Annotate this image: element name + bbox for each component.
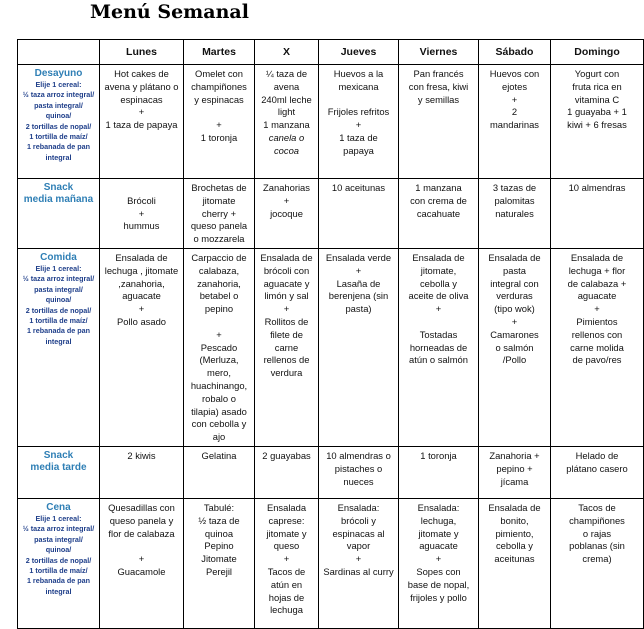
menu-item-line: 1 taza de papaya: [105, 119, 178, 131]
menu-item-line: Zanahoria +: [489, 449, 540, 461]
menu-item-line: lechuga + flor: [568, 264, 626, 276]
menu-item-line: avena y plátano o: [104, 80, 179, 92]
menu-item-line: Tacos de: [578, 501, 616, 513]
menu-item-line: Sardinas al curry: [323, 565, 394, 577]
menu-item-line: y semillas: [417, 93, 460, 105]
menu-cell: [479, 248, 551, 446]
cereal-note-line: 2 tortillas de nopal/: [25, 121, 92, 131]
menu-item-line: de calabaza +: [567, 277, 627, 289]
cereal-note-line: 1 rebanada de pan integral: [26, 326, 91, 346]
menu-item-line: queso: [273, 540, 300, 552]
menu-cell: [255, 248, 319, 446]
menu-item-line: cebolla y: [419, 277, 457, 289]
menu-item-line: Ensalada: [266, 501, 307, 513]
menu-item-line: ½ taza de: [198, 514, 240, 526]
menu-cell: [319, 498, 399, 628]
menu-item-line: robalo o: [202, 392, 236, 404]
menu-item-line: jícama: [500, 475, 529, 487]
menu-cell: [255, 446, 319, 498]
menu-item-line: +: [138, 553, 145, 565]
menu-item-line: +: [355, 553, 362, 565]
menu-cell: [551, 248, 644, 446]
menu-item-line: Ensalada:: [417, 501, 460, 513]
menu-item-line: avena: [273, 80, 300, 92]
cereal-note-line: quinoa/: [45, 545, 72, 555]
menu-item-line: vitamina C: [574, 93, 620, 105]
menu-item-line: Ensalada de: [570, 251, 624, 263]
menu-item-line: lechuga,: [420, 514, 457, 526]
menu-item-line: Brócoli: [127, 194, 156, 206]
menu-cell: [479, 179, 551, 249]
menu-item-line: atún en: [270, 578, 303, 590]
menu-cell: [399, 498, 479, 628]
menu-item-line: Carpaccio de: [191, 251, 247, 263]
menu-item-line: Ensalada de: [488, 501, 541, 513]
meal-name: Desayuno: [34, 68, 83, 79]
menu-item-line: quinoa: [204, 527, 234, 539]
menu-cell: [319, 65, 399, 179]
menu-item-line: carne: [274, 341, 299, 353]
menu-item-line: +: [283, 194, 290, 206]
menu-item-line: plátano casero: [566, 462, 628, 474]
menu-item-line: Yogurt con: [574, 68, 620, 79]
menu-item-line: mandarinas: [490, 119, 539, 131]
menu-item-line: flor de calabaza: [108, 527, 175, 539]
menu-cell: [255, 65, 319, 179]
menu-item-line: verdura: [270, 367, 303, 379]
menu-item-line: Ensalada:: [337, 501, 380, 513]
menu-item-line: cebolla y: [495, 540, 533, 552]
meal-name: Comida: [40, 251, 77, 263]
menu-item-line: Ensalada de: [260, 251, 313, 263]
menu-item-line: champiñones: [191, 80, 247, 92]
day-header: X: [255, 40, 319, 65]
menu-cell: [399, 65, 479, 179]
menu-item-line: cacahuate: [416, 207, 461, 219]
meal-row-comida: [18, 248, 644, 446]
menu-cell: [184, 248, 255, 446]
menu-item-line: espinacas: [120, 93, 163, 105]
menu-item-line: zanahoria,: [197, 277, 241, 289]
menu-cell: [100, 498, 184, 628]
menu-item-line: brócoli y: [341, 514, 376, 526]
page-title: Menú Semanal: [90, 1, 249, 23]
menu-item-line: 10 aceitunas: [331, 182, 386, 193]
menu-item-line: (Merluza,: [199, 354, 239, 366]
menu-item-line: +: [594, 303, 600, 315]
blank-line: [320, 94, 397, 107]
cereal-note-line: ½ taza arroz integral/: [22, 524, 95, 534]
cereal-note-line: 1 tortilla de maíz/: [29, 132, 88, 142]
menu-item-line: +: [138, 303, 145, 315]
menu-item-line: ¼ taza de: [265, 68, 308, 79]
menu-item-line: o rajas: [582, 527, 612, 539]
corner-cell: [18, 40, 100, 65]
menu-item-line: 1 manzana: [263, 119, 310, 131]
menu-item-line: +: [138, 207, 145, 219]
weekly-menu-table: [17, 39, 644, 629]
menu-item-line: pepino: [204, 303, 234, 315]
meal-name: media tarde: [30, 461, 87, 473]
menu-item-line: canela o: [268, 131, 305, 143]
meal-row-cena: [18, 498, 644, 628]
cereal-note-line: 1 tortilla de maíz/: [29, 565, 88, 575]
menu-item-line: vapor: [346, 540, 371, 552]
cereal-note-line: Elije 1 cereal:: [35, 263, 82, 273]
menu-item-line: Pollo asado: [117, 315, 166, 327]
menu-item-line: horneadas de: [409, 341, 468, 353]
cereal-note-line: 1 tortilla de maíz/: [29, 316, 88, 326]
menu-cell: [184, 65, 255, 179]
menu-item-line: Brochetas de: [191, 182, 247, 193]
menu-item-line: +: [511, 315, 518, 327]
menu-item-line: Helado de: [575, 449, 619, 461]
menu-item-line: Perejil: [205, 565, 233, 577]
menu-item-line: champiñones: [569, 514, 625, 526]
cereal-note-line: pasta integral/: [34, 534, 83, 544]
menu-item-line: Frijoles refritos: [327, 106, 390, 118]
menu-item-line: aceite de oliva: [408, 290, 469, 302]
menu-item-line: frijoles y pollo: [410, 591, 467, 603]
meal-label-cell: [18, 65, 100, 179]
cereal-note-line: 2 tortillas de nopal/: [25, 555, 92, 565]
menu-item-line: berenjena (sin: [328, 290, 389, 302]
menu-item-line: +: [216, 119, 222, 131]
menu-cell: [184, 446, 255, 498]
menu-item-line: mexicana: [338, 80, 379, 92]
meal-label-cell: [18, 248, 100, 446]
menu-item-line: verduras: [496, 290, 533, 302]
blank-line: [185, 106, 253, 119]
menu-item-line: 1 toronja: [200, 131, 238, 143]
meal-label-cell: [18, 446, 100, 498]
menu-item-line: bonito,: [500, 514, 529, 526]
menu-item-line: poblanas (sin: [569, 540, 625, 552]
menu-item-line: o mozzarela: [193, 233, 245, 245]
meal-label-cell: [18, 498, 100, 628]
menu-item-line: hummus: [123, 220, 160, 232]
meal-row-snack1: [18, 179, 644, 249]
menu-item-line: +: [283, 553, 290, 565]
menu-item-line: aguacate y: [263, 277, 310, 289]
menu-item-line: queso panela: [190, 220, 248, 232]
menu-item-line: aceitunas: [494, 553, 535, 565]
menu-item-line: Jitomate: [201, 553, 237, 565]
menu-cell: [479, 446, 551, 498]
menu-item-line: light: [277, 106, 296, 118]
menu-item-line: lechuga: [270, 604, 303, 616]
menu-item-line: atún o salmón: [409, 354, 468, 366]
menu-item-line: ajo: [212, 431, 226, 443]
menu-item-line: 1 guayaba + 1: [567, 106, 627, 118]
menu-item-line: pasta): [345, 303, 372, 315]
menu-item-line: o salmón: [495, 341, 534, 353]
menu-item-line: jitomate,: [420, 264, 457, 276]
menu-item-line: aguacate: [577, 290, 617, 302]
menu-item-line: betabel o: [199, 290, 239, 302]
menu-item-line: ,zanahoria,: [118, 277, 165, 289]
menu-item-line: Tabulé:: [203, 501, 235, 513]
menu-item-line: aguacate: [122, 290, 161, 302]
menu-item-line: 10 almendras o: [326, 449, 391, 461]
menu-item-line: +: [355, 264, 362, 276]
menu-item-line: de pavo/res: [572, 354, 622, 366]
menu-item-line: +: [435, 303, 442, 315]
cereal-note-line: quinoa/: [45, 111, 72, 121]
day-header: Jueves: [319, 40, 399, 65]
menu-cell: [255, 498, 319, 628]
menu-item-line: +: [511, 93, 518, 105]
menu-item-line: ejotes: [501, 80, 528, 92]
menu-item-line: Ensalada de: [412, 251, 465, 263]
menu-item-line: Lasaña de: [336, 277, 381, 289]
menu-cell: [184, 498, 255, 628]
menu-item-line: tilapia) asado: [191, 405, 247, 417]
menu-item-line: jitomate y: [266, 527, 307, 539]
menu-item-line: jitomate y: [418, 527, 459, 539]
menu-item-line: pimiento,: [495, 527, 534, 539]
menu-item-line: naturales: [495, 207, 534, 219]
menu-item-line: con crema de: [410, 194, 467, 206]
cereal-note-line: quinoa/: [45, 295, 72, 305]
blank-line: [101, 182, 182, 195]
menu-item-line: 3 tazas de: [492, 182, 537, 193]
menu-item-line: Quesadillas con: [108, 501, 175, 513]
menu-item-line: 2 kiwis: [127, 449, 156, 461]
menu-item-line: Sopes con: [416, 565, 461, 577]
menu-item-line: Guacamole: [117, 565, 166, 577]
menu-item-line: pasta: [503, 264, 526, 276]
cereal-note-line: ½ taza arroz integral/: [22, 274, 95, 284]
menu-item-line: Rollitos de: [264, 315, 309, 327]
menu-item-line: pepino +: [496, 462, 533, 474]
menu-item-line: fruta rica en: [572, 80, 622, 92]
menu-item-line: +: [138, 106, 145, 118]
menu-cell: [551, 446, 644, 498]
menu-cell: [551, 498, 644, 628]
menu-item-line: +: [435, 553, 442, 565]
menu-item-line: cocoa: [273, 144, 300, 156]
meal-row-snack2: [18, 446, 644, 498]
blank-line: [400, 316, 477, 329]
menu-item-line: 240ml leche: [261, 93, 312, 105]
menu-item-line: jocoque: [270, 207, 303, 219]
cereal-note-line: 1 rebanada de pan integral: [26, 142, 91, 162]
menu-cell: [100, 65, 184, 179]
meal-name: Snack: [43, 182, 74, 193]
cereal-note-line: pasta integral/: [34, 100, 83, 110]
day-header: Lunes: [100, 40, 184, 65]
menu-item-line: Tostadas: [419, 328, 458, 340]
day-header: Domingo: [551, 40, 644, 65]
menu-item-line: limón y sal: [264, 290, 309, 302]
menu-item-line: nueces: [343, 475, 374, 487]
day-header: Martes: [184, 40, 255, 65]
menu-item-line: 1 manzana: [415, 182, 462, 193]
menu-item-line: caprese:: [268, 514, 305, 526]
blank-line: [185, 316, 253, 329]
menu-item-line: Huevos con: [489, 68, 540, 79]
menu-item-line: Hot cakes de: [114, 68, 169, 79]
menu-item-line: integral con: [490, 277, 539, 289]
menu-item-line: espinacas al: [332, 527, 385, 539]
meal-label-cell: [18, 179, 100, 249]
menu-item-line: 1 toronja: [420, 449, 457, 461]
menu-cell: [319, 248, 399, 446]
menu-item-line: con cebolla y: [191, 418, 247, 430]
menu-item-line: queso panela y: [109, 514, 174, 526]
menu-item-line: y espinacas: [194, 93, 244, 105]
menu-item-line: +: [216, 328, 222, 340]
menu-cell: [479, 498, 551, 628]
menu-item-line: Pepino: [204, 540, 234, 552]
menu-item-line: Ensalada verde: [325, 251, 392, 263]
menu-cell: [551, 179, 644, 249]
menu-item-line: Pimientos: [576, 315, 618, 327]
menu-item-line: lechuga , jitomate: [104, 264, 179, 276]
menu-item-line: 2 guayabas: [262, 449, 311, 461]
meal-name: media mañana: [23, 194, 94, 205]
blank-line: [101, 540, 182, 553]
menu-item-line: crema): [582, 553, 612, 565]
header-row: [18, 40, 644, 65]
menu-item-line: mero,: [207, 367, 231, 379]
menu-item-line: Zanahorias: [263, 182, 310, 193]
menu-item-line: 2: [511, 106, 518, 118]
menu-item-line: huachinango,: [190, 379, 248, 391]
menu-cell: [319, 446, 399, 498]
menu-item-line: Huevos a la: [333, 68, 384, 79]
menu-item-line: brócoli con: [263, 264, 310, 276]
menu-cell: [399, 179, 479, 249]
menu-cell: [184, 179, 255, 249]
menu-item-line: jitomate: [202, 194, 236, 206]
cereal-note-line: ½ taza arroz integral/: [22, 90, 95, 100]
menu-item-line: rellenos de: [263, 354, 310, 366]
menu-cell: [319, 179, 399, 249]
menu-cell: [100, 446, 184, 498]
menu-item-line: 10 almendras: [568, 182, 626, 193]
menu-item-line: +: [283, 303, 290, 315]
menu-item-line: aguacate: [419, 540, 458, 552]
cereal-note-line: Elije 1 cereal:: [35, 80, 82, 89]
menu-item-line: 1 taza de: [339, 131, 378, 143]
menu-item-line: con fresa, kiwi: [408, 80, 469, 92]
menu-item-line: filete de: [270, 328, 303, 340]
menu-item-line: Camarones: [490, 328, 539, 340]
cereal-note-line: Elije 1 cereal:: [35, 513, 82, 523]
menu-item-line: cherry +: [201, 207, 237, 219]
meal-row-desayuno: [18, 65, 644, 179]
menu-item-line: hojas de: [268, 591, 305, 603]
menu-item-line: Pescado: [200, 341, 238, 353]
menu-item-line: kiwi + 6 fresas: [567, 119, 627, 131]
menu-item-line: +: [355, 119, 362, 131]
menu-cell: [399, 446, 479, 498]
cereal-note-line: pasta integral/: [34, 284, 83, 294]
menu-cell: [100, 179, 184, 249]
menu-item-line: Ensalada de: [115, 251, 168, 263]
menu-item-line: Ensalada de: [488, 251, 541, 263]
menu-cell: [479, 65, 551, 179]
menu-item-line: calabaza,: [198, 264, 240, 276]
menu-item-line: base de nopal,: [407, 578, 470, 590]
menu-item-line: Gelatina: [201, 449, 237, 461]
menu-item-line: (tipo wok): [494, 303, 535, 315]
menu-cell: [255, 179, 319, 249]
meal-name: Cena: [46, 501, 71, 513]
menu-item-line: Tacos de: [267, 565, 306, 577]
menu-item-line: Omelet con: [195, 68, 243, 79]
menu-cell: [399, 248, 479, 446]
day-header: Sábado: [479, 40, 551, 65]
menu-item-line: papaya: [343, 144, 374, 156]
menu-item-line: palomitas: [494, 194, 535, 206]
menu-cell: [100, 248, 184, 446]
menu-item-line: Pan francés: [413, 68, 464, 79]
menu-item-line: pistaches o: [334, 462, 383, 474]
menu-item-line: /Pollo: [502, 354, 527, 366]
meal-name: Snack: [43, 449, 74, 461]
cereal-note-line: 2 tortillas de nopal/: [25, 305, 92, 315]
menu-item-line: rellenos con: [571, 328, 623, 340]
menu-cell: [551, 65, 644, 179]
menu-item-line: carne molida: [570, 341, 624, 353]
day-header: Viernes: [399, 40, 479, 65]
cereal-note-line: 1 rebanada de pan integral: [26, 576, 91, 596]
